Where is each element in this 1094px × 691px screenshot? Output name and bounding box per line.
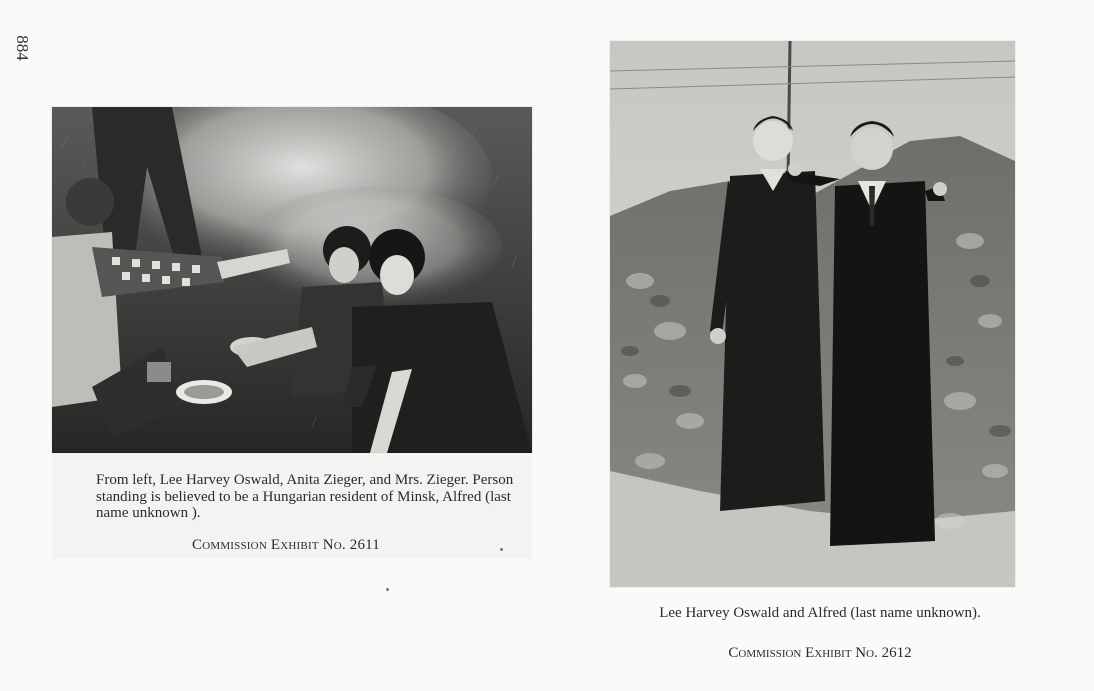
speck: [386, 588, 389, 591]
photograph-group-picnic-icon: [52, 107, 532, 453]
right-photo-caption: Lee Harvey Oswald and Alfred (last name unknown).: [659, 605, 981, 621]
page-number: 884: [13, 35, 32, 61]
left-photo-caption: From left, Lee Harvey Oswald, Anita Zieger, and Mrs. Zieger. Person standing is believed to be a Hungarian resident of Minsk, Alfred (last name unknown ).: [96, 472, 514, 521]
photograph-two-men-icon: [610, 41, 1015, 587]
speck: [500, 548, 503, 551]
left-exhibit-label: Commission Exhibit No. 2611: [192, 537, 381, 553]
right-exhibit-label: Commission Exhibit No. 2612: [728, 645, 912, 661]
